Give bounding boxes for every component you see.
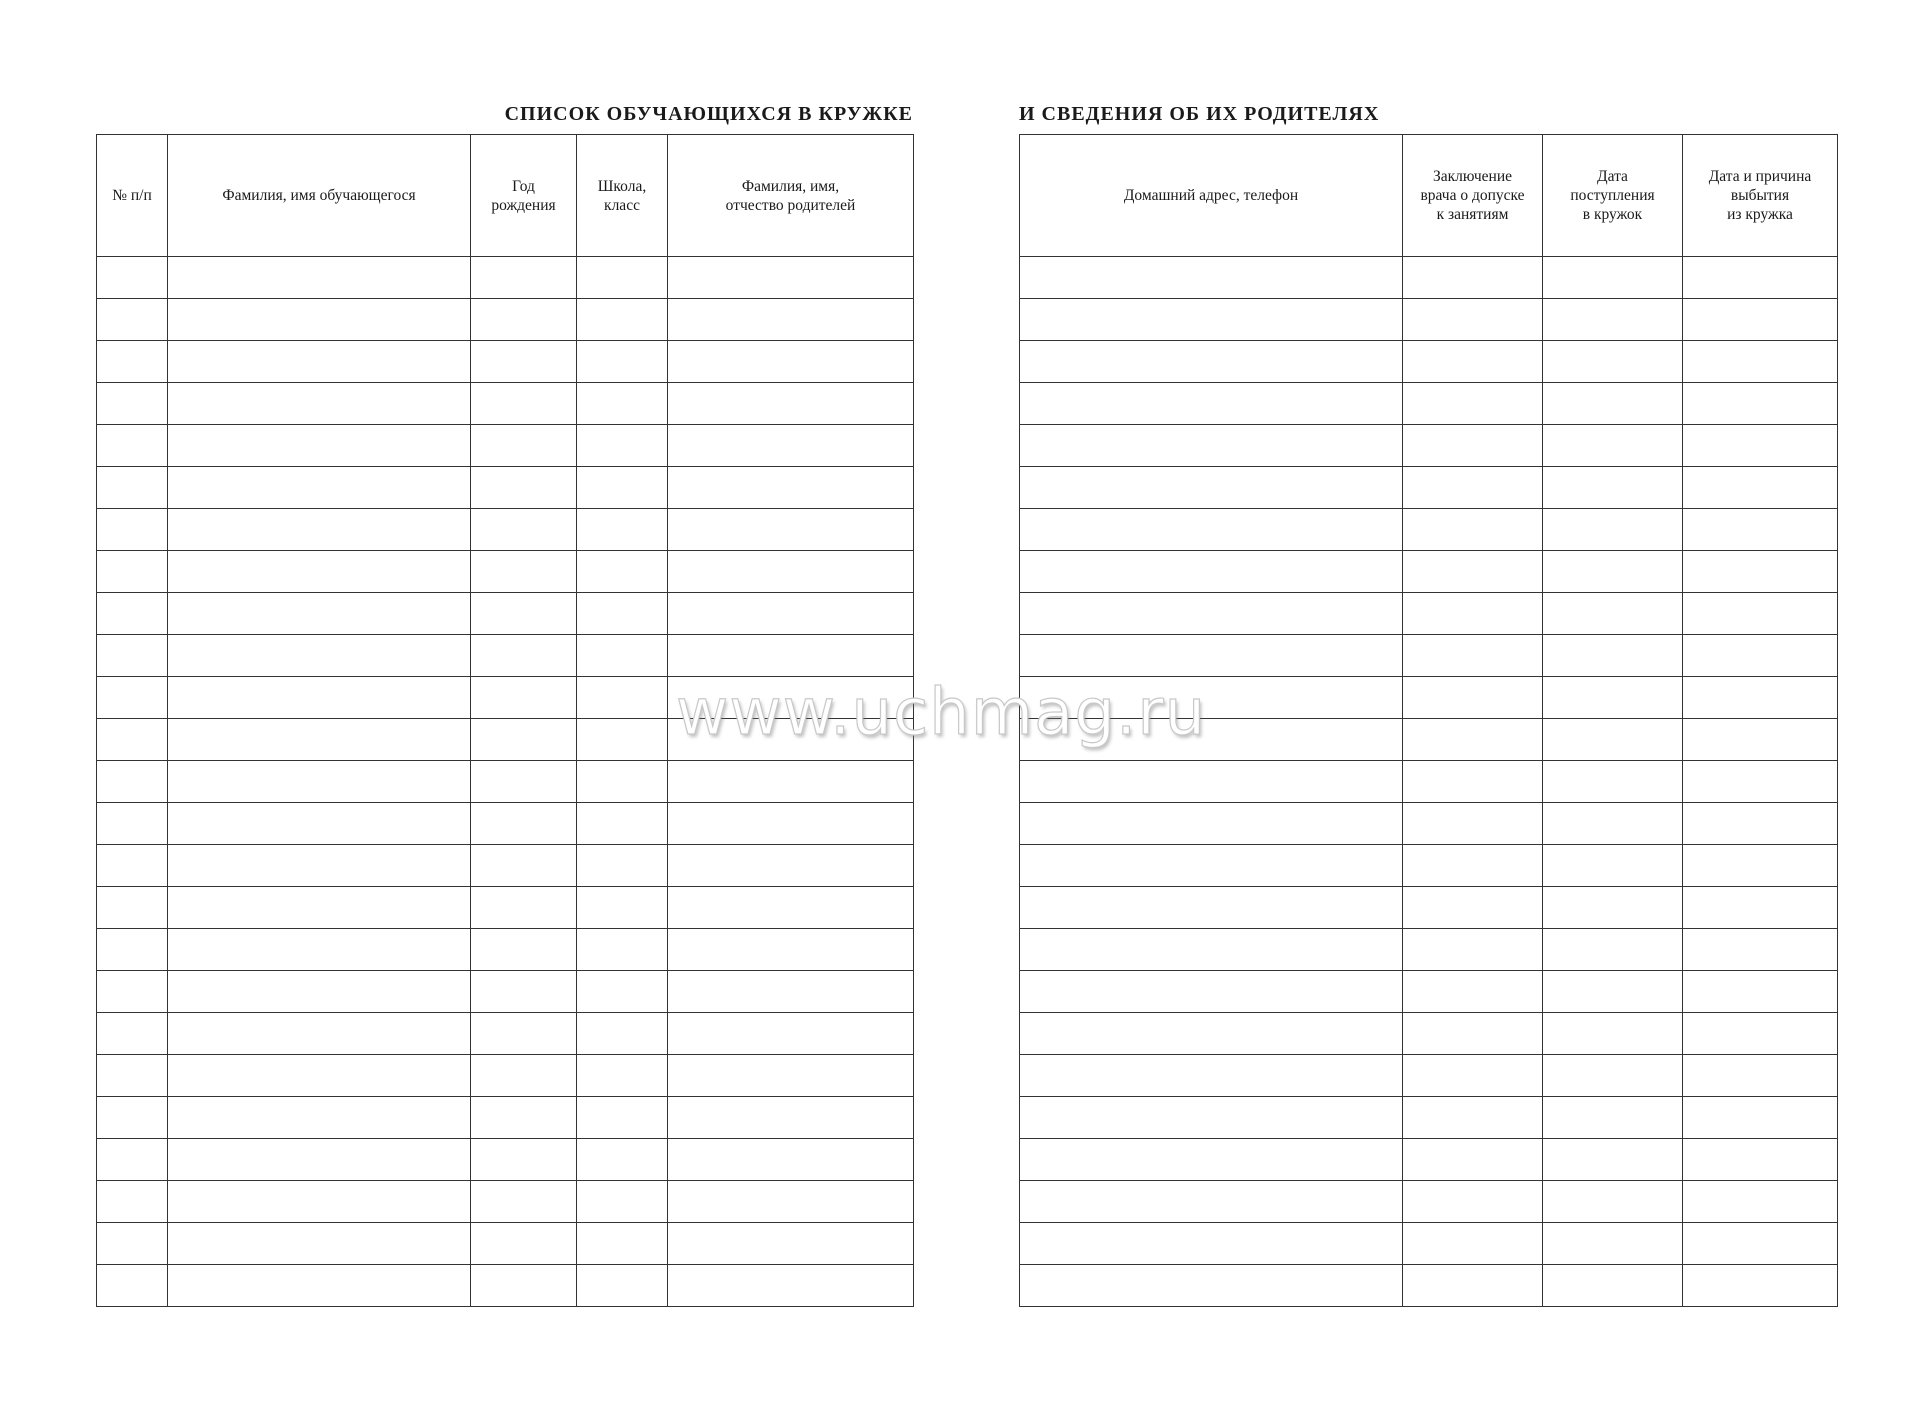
table-cell bbox=[97, 257, 168, 299]
table-cell bbox=[1403, 1013, 1543, 1055]
table-cell bbox=[1020, 509, 1403, 551]
table-cell bbox=[577, 1223, 668, 1265]
table-cell bbox=[577, 677, 668, 719]
table-cell bbox=[668, 719, 914, 761]
table-cell bbox=[1403, 761, 1543, 803]
table-cell bbox=[97, 551, 168, 593]
table-row bbox=[97, 299, 914, 341]
table-cell bbox=[1543, 509, 1683, 551]
table-cell bbox=[1543, 1097, 1683, 1139]
table-cell bbox=[668, 1223, 914, 1265]
table-cell bbox=[577, 425, 668, 467]
table-row bbox=[97, 593, 914, 635]
column-header-school-class: Школа, класс bbox=[577, 135, 668, 257]
table-cell bbox=[471, 635, 577, 677]
table-cell bbox=[97, 1265, 168, 1307]
table-cell bbox=[97, 845, 168, 887]
table-row bbox=[1020, 509, 1838, 551]
table-cell bbox=[1020, 803, 1403, 845]
students-table-header-row bbox=[97, 135, 914, 257]
right-page-title: И СВЕДЕНИЯ ОБ ИХ РОДИТЕЛЯХ bbox=[1019, 103, 1380, 125]
table-cell bbox=[1683, 551, 1838, 593]
table-cell bbox=[97, 593, 168, 635]
table-cell bbox=[668, 1265, 914, 1307]
table-cell bbox=[1543, 761, 1683, 803]
left-page bbox=[96, 100, 913, 1307]
table-cell bbox=[1020, 1055, 1403, 1097]
table-cell bbox=[471, 1055, 577, 1097]
table-cell bbox=[577, 593, 668, 635]
table-cell bbox=[1403, 257, 1543, 299]
table-cell bbox=[1683, 803, 1838, 845]
table-row bbox=[97, 677, 914, 719]
table-cell bbox=[1403, 971, 1543, 1013]
column-header-home-address: Домашний адрес, телефон bbox=[1020, 135, 1403, 257]
table-cell bbox=[168, 1097, 471, 1139]
table-row bbox=[1020, 467, 1838, 509]
table-cell bbox=[577, 509, 668, 551]
table-cell bbox=[471, 719, 577, 761]
table-cell bbox=[1543, 887, 1683, 929]
table-cell bbox=[1020, 1223, 1403, 1265]
table-cell bbox=[97, 341, 168, 383]
table-cell bbox=[1683, 1181, 1838, 1223]
table-cell bbox=[1403, 1223, 1543, 1265]
table-cell bbox=[471, 929, 577, 971]
table-cell bbox=[1403, 929, 1543, 971]
table-cell bbox=[668, 971, 914, 1013]
table-cell bbox=[471, 1013, 577, 1055]
table-cell bbox=[1403, 593, 1543, 635]
table-row bbox=[1020, 257, 1838, 299]
table-cell bbox=[1020, 467, 1403, 509]
table-cell bbox=[1543, 1223, 1683, 1265]
table-cell bbox=[471, 1181, 577, 1223]
table-cell bbox=[1543, 971, 1683, 1013]
table-cell bbox=[471, 1265, 577, 1307]
table-cell bbox=[577, 257, 668, 299]
table-cell bbox=[168, 1013, 471, 1055]
table-cell bbox=[471, 761, 577, 803]
table-cell bbox=[1020, 929, 1403, 971]
table-cell bbox=[168, 887, 471, 929]
table-cell bbox=[471, 1223, 577, 1265]
table-cell bbox=[471, 467, 577, 509]
table-cell bbox=[1543, 1055, 1683, 1097]
table-cell bbox=[168, 803, 471, 845]
table-cell bbox=[168, 425, 471, 467]
table-cell bbox=[1403, 425, 1543, 467]
table-cell bbox=[1403, 719, 1543, 761]
table-cell bbox=[668, 299, 914, 341]
table-row bbox=[1020, 593, 1838, 635]
left-page-title: СПИСОК ОБУЧАЮЩИХСЯ В КРУЖКЕ bbox=[504, 103, 913, 125]
table-cell bbox=[97, 1139, 168, 1181]
table-cell bbox=[668, 1139, 914, 1181]
table-cell bbox=[668, 761, 914, 803]
table-cell bbox=[168, 1139, 471, 1181]
table-row bbox=[1020, 1181, 1838, 1223]
table-cell bbox=[668, 1055, 914, 1097]
table-row bbox=[97, 1013, 914, 1055]
table-cell bbox=[1403, 509, 1543, 551]
table-cell bbox=[1403, 551, 1543, 593]
table-cell bbox=[168, 1223, 471, 1265]
table-cell bbox=[1020, 1097, 1403, 1139]
table-cell bbox=[471, 551, 577, 593]
table-cell bbox=[97, 1013, 168, 1055]
table-cell bbox=[1683, 1265, 1838, 1307]
table-row bbox=[1020, 845, 1838, 887]
table-cell bbox=[97, 299, 168, 341]
table-cell bbox=[97, 467, 168, 509]
table-cell bbox=[1020, 593, 1403, 635]
table-row bbox=[1020, 761, 1838, 803]
table-cell bbox=[1543, 719, 1683, 761]
table-cell bbox=[1543, 551, 1683, 593]
table-cell bbox=[1683, 383, 1838, 425]
table-cell bbox=[97, 1055, 168, 1097]
table-cell bbox=[668, 635, 914, 677]
column-header-parents-name: Фамилия, имя, отчество родителей bbox=[668, 135, 914, 257]
table-cell bbox=[668, 1181, 914, 1223]
table-cell bbox=[471, 383, 577, 425]
table-cell bbox=[577, 635, 668, 677]
table-row bbox=[97, 635, 914, 677]
table-cell bbox=[1683, 593, 1838, 635]
table-cell bbox=[577, 971, 668, 1013]
table-cell bbox=[1403, 677, 1543, 719]
table-cell bbox=[471, 677, 577, 719]
table-cell bbox=[577, 1013, 668, 1055]
table-cell bbox=[668, 593, 914, 635]
table-cell bbox=[1020, 719, 1403, 761]
table-row bbox=[1020, 299, 1838, 341]
table-cell bbox=[1020, 1139, 1403, 1181]
table-cell bbox=[1403, 1097, 1543, 1139]
table-cell bbox=[1020, 971, 1403, 1013]
table-cell bbox=[1543, 1139, 1683, 1181]
table-cell bbox=[577, 719, 668, 761]
table-cell bbox=[1683, 509, 1838, 551]
table-cell bbox=[97, 383, 168, 425]
students-table-body bbox=[97, 257, 914, 1307]
table-row bbox=[1020, 803, 1838, 845]
table-cell bbox=[1020, 341, 1403, 383]
table-cell bbox=[1683, 341, 1838, 383]
table-cell bbox=[668, 1013, 914, 1055]
table-cell bbox=[1683, 635, 1838, 677]
table-cell bbox=[577, 845, 668, 887]
table-row bbox=[97, 1055, 914, 1097]
table-cell bbox=[168, 971, 471, 1013]
watermark: www.uchmag.ru bbox=[676, 676, 1207, 750]
table-cell bbox=[1403, 887, 1543, 929]
table-row bbox=[1020, 887, 1838, 929]
table-row bbox=[1020, 383, 1838, 425]
table-cell bbox=[1403, 635, 1543, 677]
table-cell bbox=[1683, 845, 1838, 887]
parents-info-table-body bbox=[1020, 257, 1838, 1307]
table-cell bbox=[577, 803, 668, 845]
table-row bbox=[1020, 1013, 1838, 1055]
table-cell bbox=[1020, 887, 1403, 929]
table-cell bbox=[471, 1097, 577, 1139]
column-header-number: № п/п bbox=[97, 135, 168, 257]
table-cell bbox=[471, 803, 577, 845]
table-cell bbox=[668, 803, 914, 845]
table-row bbox=[97, 1223, 914, 1265]
table-cell bbox=[577, 467, 668, 509]
table-cell bbox=[97, 929, 168, 971]
table-row bbox=[97, 1181, 914, 1223]
table-cell bbox=[97, 677, 168, 719]
table-cell bbox=[577, 299, 668, 341]
parents-info-table-header-row bbox=[1020, 135, 1838, 257]
table-cell bbox=[1683, 971, 1838, 1013]
table-cell bbox=[168, 929, 471, 971]
table-cell bbox=[97, 509, 168, 551]
table-row bbox=[1020, 929, 1838, 971]
table-cell bbox=[1543, 677, 1683, 719]
table-cell bbox=[1683, 299, 1838, 341]
table-cell bbox=[1403, 1139, 1543, 1181]
table-cell bbox=[97, 887, 168, 929]
table-cell bbox=[1543, 1181, 1683, 1223]
column-header-entry-date: Дата поступления в кружок bbox=[1543, 135, 1683, 257]
table-row bbox=[97, 257, 914, 299]
table-cell bbox=[1020, 677, 1403, 719]
table-row bbox=[97, 803, 914, 845]
table-cell bbox=[577, 1097, 668, 1139]
table-row bbox=[97, 971, 914, 1013]
table-cell bbox=[1683, 929, 1838, 971]
table-row bbox=[1020, 1139, 1838, 1181]
table-cell bbox=[1020, 257, 1403, 299]
table-cell bbox=[168, 341, 471, 383]
table-cell bbox=[168, 1181, 471, 1223]
table-cell bbox=[1543, 383, 1683, 425]
table-cell bbox=[168, 551, 471, 593]
table-cell bbox=[1683, 467, 1838, 509]
table-cell bbox=[1020, 845, 1403, 887]
table-cell bbox=[1683, 1097, 1838, 1139]
table-cell bbox=[1543, 341, 1683, 383]
table-cell bbox=[1020, 425, 1403, 467]
table-cell bbox=[471, 593, 577, 635]
table-cell bbox=[1403, 1055, 1543, 1097]
table-row bbox=[1020, 1265, 1838, 1307]
table-cell bbox=[97, 803, 168, 845]
table-cell bbox=[668, 845, 914, 887]
table-row bbox=[1020, 971, 1838, 1013]
right-page bbox=[1019, 100, 1837, 1307]
table-row bbox=[1020, 1055, 1838, 1097]
table-row bbox=[1020, 1097, 1838, 1139]
table-cell bbox=[577, 551, 668, 593]
table-row bbox=[97, 551, 914, 593]
table-cell bbox=[97, 761, 168, 803]
table-cell bbox=[668, 887, 914, 929]
table-cell bbox=[577, 1265, 668, 1307]
table-cell bbox=[577, 383, 668, 425]
table-row bbox=[1020, 341, 1838, 383]
table-cell bbox=[577, 761, 668, 803]
table-cell bbox=[1683, 425, 1838, 467]
table-cell bbox=[97, 635, 168, 677]
table-cell bbox=[668, 257, 914, 299]
table-cell bbox=[1683, 1223, 1838, 1265]
students-table bbox=[96, 134, 914, 1307]
table-row bbox=[97, 383, 914, 425]
table-row bbox=[97, 845, 914, 887]
table-row bbox=[97, 467, 914, 509]
table-cell bbox=[1543, 425, 1683, 467]
table-cell bbox=[1543, 593, 1683, 635]
table-cell bbox=[1543, 467, 1683, 509]
table-cell bbox=[1020, 299, 1403, 341]
table-cell bbox=[1683, 761, 1838, 803]
table-cell bbox=[168, 1055, 471, 1097]
table-cell bbox=[1543, 635, 1683, 677]
table-cell bbox=[97, 1097, 168, 1139]
table-row bbox=[1020, 425, 1838, 467]
table-row bbox=[97, 425, 914, 467]
table-row bbox=[1020, 1223, 1838, 1265]
table-cell bbox=[1543, 803, 1683, 845]
table-cell bbox=[1403, 845, 1543, 887]
column-header-birth-year: Год рождения bbox=[471, 135, 577, 257]
table-cell bbox=[1543, 845, 1683, 887]
table-cell bbox=[577, 341, 668, 383]
table-cell bbox=[1683, 1013, 1838, 1055]
column-header-doctor-conclusion: Заключение врача о допуске к занятиям bbox=[1403, 135, 1543, 257]
table-cell bbox=[97, 1181, 168, 1223]
table-cell bbox=[1543, 257, 1683, 299]
table-row bbox=[97, 761, 914, 803]
table-cell bbox=[168, 257, 471, 299]
table-row bbox=[97, 719, 914, 761]
table-cell bbox=[1020, 635, 1403, 677]
table-cell bbox=[577, 887, 668, 929]
table-cell bbox=[577, 1181, 668, 1223]
parents-info-table bbox=[1019, 134, 1838, 1307]
table-cell bbox=[668, 551, 914, 593]
table-cell bbox=[471, 341, 577, 383]
table-cell bbox=[97, 425, 168, 467]
table-cell bbox=[1543, 1265, 1683, 1307]
table-cell bbox=[471, 425, 577, 467]
table-cell bbox=[1403, 299, 1543, 341]
table-cell bbox=[1543, 1013, 1683, 1055]
table-cell bbox=[1403, 467, 1543, 509]
table-row bbox=[97, 1265, 914, 1307]
table-cell bbox=[1020, 383, 1403, 425]
column-header-leave-date-reason: Дата и причина выбытия из кружка bbox=[1683, 135, 1838, 257]
table-cell bbox=[168, 1265, 471, 1307]
table-cell bbox=[471, 1139, 577, 1181]
column-header-student-name: Фамилия, имя обучающегося bbox=[168, 135, 471, 257]
table-cell bbox=[471, 845, 577, 887]
table-cell bbox=[1403, 383, 1543, 425]
table-cell bbox=[471, 509, 577, 551]
table-cell bbox=[668, 677, 914, 719]
table-cell bbox=[1403, 1181, 1543, 1223]
table-row bbox=[97, 887, 914, 929]
table-row bbox=[97, 929, 914, 971]
table-row bbox=[97, 1139, 914, 1181]
table-cell bbox=[1403, 803, 1543, 845]
table-row bbox=[97, 1097, 914, 1139]
table-cell bbox=[168, 383, 471, 425]
table-cell bbox=[1683, 677, 1838, 719]
table-cell bbox=[668, 467, 914, 509]
table-cell bbox=[1403, 1265, 1543, 1307]
table-cell bbox=[471, 257, 577, 299]
table-cell bbox=[168, 593, 471, 635]
table-cell bbox=[1020, 1013, 1403, 1055]
table-cell bbox=[168, 719, 471, 761]
table-cell bbox=[668, 341, 914, 383]
table-cell bbox=[97, 971, 168, 1013]
table-cell bbox=[471, 887, 577, 929]
table-cell bbox=[471, 971, 577, 1013]
table-cell bbox=[1683, 1139, 1838, 1181]
table-cell bbox=[668, 1097, 914, 1139]
table-cell bbox=[1683, 1055, 1838, 1097]
table-cell bbox=[168, 509, 471, 551]
table-row bbox=[1020, 677, 1838, 719]
table-row bbox=[1020, 551, 1838, 593]
table-row bbox=[1020, 635, 1838, 677]
table-cell bbox=[168, 299, 471, 341]
table-cell bbox=[168, 635, 471, 677]
table-cell bbox=[668, 425, 914, 467]
table-row bbox=[1020, 719, 1838, 761]
table-cell bbox=[1683, 257, 1838, 299]
table-cell bbox=[577, 1055, 668, 1097]
table-cell bbox=[668, 929, 914, 971]
table-cell bbox=[1020, 1181, 1403, 1223]
table-cell bbox=[168, 467, 471, 509]
table-cell bbox=[577, 1139, 668, 1181]
table-cell bbox=[1543, 299, 1683, 341]
table-cell bbox=[1683, 719, 1838, 761]
table-cell bbox=[668, 509, 914, 551]
table-cell bbox=[1403, 341, 1543, 383]
table-cell bbox=[1020, 761, 1403, 803]
table-cell bbox=[1683, 887, 1838, 929]
table-cell bbox=[471, 299, 577, 341]
table-cell bbox=[168, 845, 471, 887]
table-cell bbox=[97, 719, 168, 761]
table-cell bbox=[97, 1223, 168, 1265]
table-cell bbox=[1020, 1265, 1403, 1307]
table-cell bbox=[668, 383, 914, 425]
table-cell bbox=[577, 929, 668, 971]
table-cell bbox=[168, 761, 471, 803]
table-cell bbox=[1543, 929, 1683, 971]
table-row bbox=[97, 509, 914, 551]
table-row bbox=[97, 341, 914, 383]
table-cell bbox=[1020, 551, 1403, 593]
table-cell bbox=[168, 677, 471, 719]
